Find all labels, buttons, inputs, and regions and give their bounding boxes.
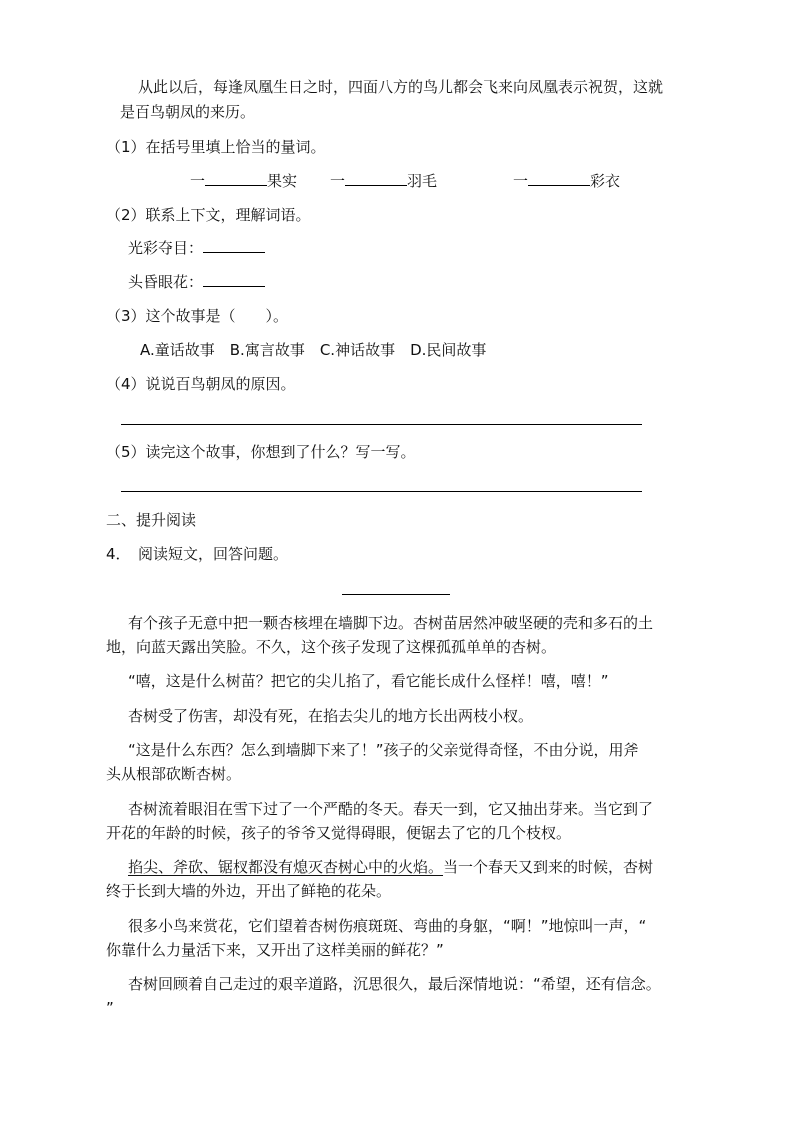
story-line: 杏树流着眼泪在雪下过了一个严酷的冬天。春天一到，它又抽出芽来。当它到了 xyxy=(128,800,654,818)
item-text: 果实 xyxy=(267,172,298,190)
story-line: “这是什么东西？怎么到墙脚下来了！”孩子的父亲觉得奇怪，不由分说，用斧 xyxy=(128,741,639,759)
passage-line: 从此以后，每逢凤凰生日之时，四面八方的鸟儿都会飞来向凤凰表示祝贺，这就 xyxy=(138,78,664,96)
story-line: 开花的年龄的时候，孩子的爷爷又觉得碍眼，便锯去了它的几个枝杈。 xyxy=(106,824,572,842)
vocab-item-1 xyxy=(128,238,265,258)
question-3-label: （3）这个故事是（ ）。 xyxy=(106,307,289,325)
answer-blank[interactable] xyxy=(345,171,407,186)
question-1-label: （1）在括号里填上恰当的量词。 xyxy=(106,138,326,156)
passage-line: 是百鸟朝凤的来历。 xyxy=(120,103,256,121)
story-line: 地，向蓝天露出笑脸。不久，这个孩子发现了这棵孤孤单单的杏树。 xyxy=(106,638,557,656)
title-blank-line[interactable] xyxy=(342,594,450,595)
item-text: 彩衣 xyxy=(590,172,621,190)
story-text: 当一个春天又到来的时候，杏树 xyxy=(443,858,654,876)
story-line: 你靠什么力量活下来，又开出了这样美丽的鲜花？” xyxy=(106,941,444,959)
answer-line[interactable] xyxy=(121,424,642,425)
story-line xyxy=(128,857,653,877)
underlined-sentence: 掐尖、斧砍、锯杈都没有熄灭杏树心中的火焰。 xyxy=(128,858,444,876)
story-line: 终于长到大墙的外边，开出了鲜艳的花朵。 xyxy=(106,882,392,900)
question-4-label: （4）说说百鸟朝凤的原因。 xyxy=(106,375,296,393)
story-line: 杏树受了伤害，却没有死，在掐去尖儿的地方长出两枝小杈。 xyxy=(128,707,534,725)
answer-blank[interactable] xyxy=(205,171,267,186)
story-line: 头从根部砍断杏树。 xyxy=(106,765,242,783)
vocab-item-2 xyxy=(128,272,265,292)
term-text: 光彩夺目： xyxy=(128,239,204,257)
question-5-label: （5）读完这个故事，你想到了什么？写一写。 xyxy=(106,443,416,461)
answer-line[interactable] xyxy=(121,491,642,492)
answer-blank[interactable] xyxy=(203,238,265,253)
story-line: ” xyxy=(106,999,114,1017)
section-title: 二、提升阅读 xyxy=(106,511,197,529)
prefix-text: 一 xyxy=(513,172,529,190)
measure-word-item-1 xyxy=(190,171,297,191)
measure-word-item-2 xyxy=(330,171,437,191)
prefix-text: 一 xyxy=(190,172,206,190)
story-line: 杏树回顾着自己走过的艰辛道路，沉思很久，最后深情地说：“希望，还有信念。 xyxy=(128,975,661,993)
story-line: “嘻，这是什么树苗？把它的尖儿掐了，看它能长成什么怪样！嘻，嘻！” xyxy=(128,672,609,690)
question-3-options: A.童话故事 B.寓言故事 C.神话故事 D.民间故事 xyxy=(140,341,487,359)
item-4-label: 4． 阅读短文，回答问题。 xyxy=(106,545,289,563)
question-2-label: （2）联系上下文，理解词语。 xyxy=(106,206,311,224)
prefix-text: 一 xyxy=(330,172,346,190)
measure-word-item-3 xyxy=(513,171,620,191)
answer-blank[interactable] xyxy=(203,272,265,287)
answer-blank[interactable] xyxy=(528,171,590,186)
story-line: 有个孩子无意中把一颗杏核埋在墙脚下边。杏树苗居然冲破坚硬的壳和多石的土 xyxy=(128,614,654,632)
story-line: 很多小鸟来赏花，它们望着杏树伤痕斑斑、弯曲的身躯，“啊！”地惊叫一声，“ xyxy=(128,917,647,935)
term-text: 头昏眼花： xyxy=(128,273,204,291)
item-text: 羽毛 xyxy=(407,172,438,190)
